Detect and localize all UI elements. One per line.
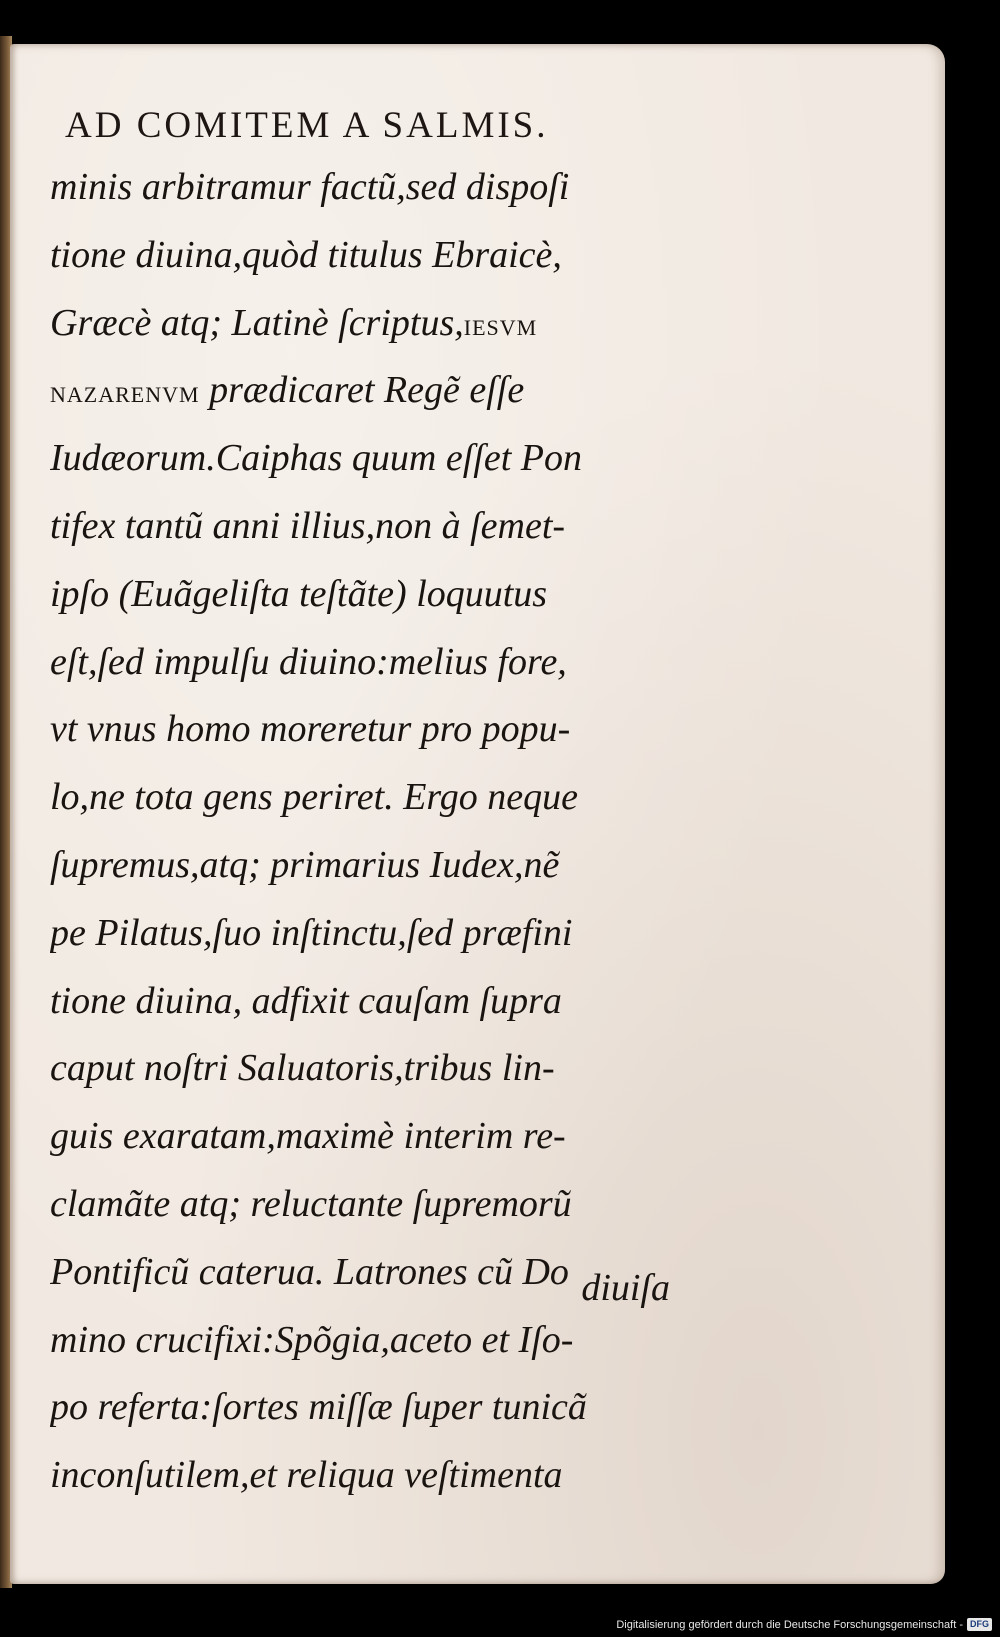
running-head: AD COMITEM A SALMIS.	[65, 105, 549, 146]
text-line: mino crucifixi:Spõgia,aceto et Iſo-	[50, 1318, 574, 1361]
text-line: tione diuina,quòd titulus Ebraicè,	[50, 233, 562, 276]
text-line: ipſo (Euãgeliſta teſtãte) loquutus	[50, 572, 548, 615]
text-line: vt vnus homo moreretur pro popu-	[50, 708, 571, 751]
text-line: clamãte atq; reluctante ſupremorũ	[50, 1182, 572, 1225]
credit-text: Digitalisierung gefördert durch die Deutsche Forschungsgemeinschaft -	[616, 1618, 963, 1631]
text-line: ſupremus,atq; primarius Iudex,nẽ	[50, 843, 560, 886]
text-line: eſt,ſed impulſu diuino:melius fore,	[50, 640, 567, 683]
text-line: inconſutilem,et reliqua veſtimenta	[50, 1454, 563, 1497]
text-line: guis exaratam,maximè interim re-	[50, 1115, 566, 1158]
dfg-logo: DFG	[967, 1618, 992, 1631]
text-line: NAZARENVM prædicaret Regẽ eſſe	[50, 369, 525, 412]
text-line: tifex tantũ anni illius,non à ſemet-	[50, 504, 566, 547]
text-line: minis arbitramur factũ,sed dispoſi	[50, 166, 570, 208]
text-line: pe Pilatus,ſuo inſtinctu,ſed præfini	[50, 911, 573, 954]
text-line: tione diuina, adfixit cauſam ſupra	[50, 979, 562, 1022]
text-line: caput noſtri Saluatoris,tribus lin-	[50, 1047, 555, 1090]
text-line: Iudæorum.Caiphas quum eſſet Pon	[50, 437, 582, 480]
text-line: Pontificũ caterua. Latrones cũ Do	[50, 1250, 569, 1293]
catchword: diuiſa	[581, 1267, 670, 1309]
small-caps-name: IESVM	[463, 314, 538, 340]
small-caps-name: NAZARENVM	[50, 382, 200, 408]
text-line: lo,ne tota gens periret. Ergo neque	[50, 776, 579, 819]
text-line: Græcè atq; Latinè ſcriptus,IESVM	[50, 301, 538, 344]
text-line: po referta:ſortes miſſæ ſuper tunicã	[50, 1386, 587, 1429]
digitization-credit	[616, 1618, 992, 1631]
